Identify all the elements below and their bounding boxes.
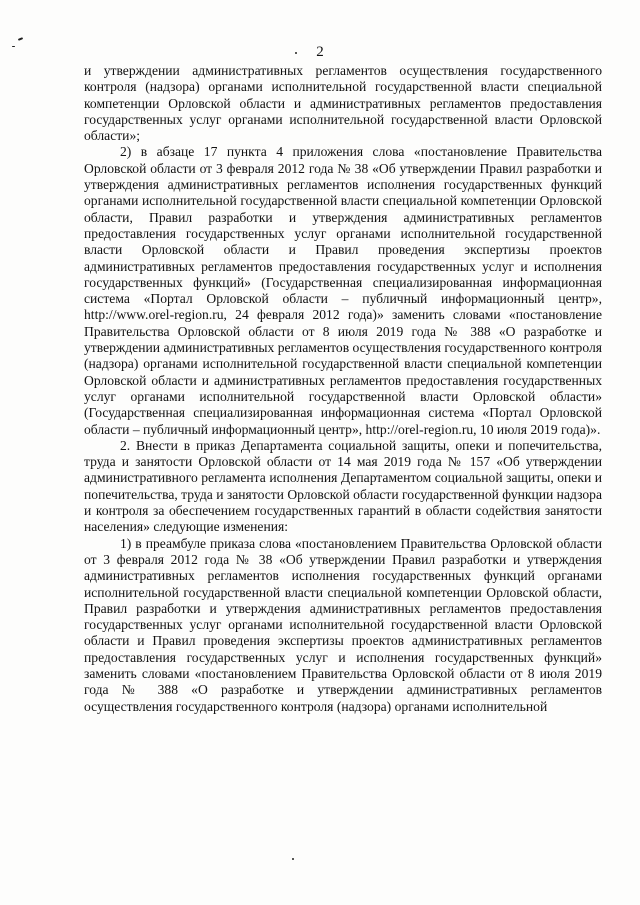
scan-speck — [18, 37, 23, 41]
paragraph-item-1: 1) в преамбуле приказа слова «постановлением Правительства Орловской области от 3 февраля 2012 года № 38 «Об утверждении Правил разработки и утверждения административных регламентов исполнения государственных функций органами исполнительной государственной власти специальной компетенции Орловской области, Правил разработки и утверждения административных регламентов предоставления государственных услуг органами исполнительной государственной власти Орловской области и Правил проведения экспертизы проектов административных регламентов предоставления государственных услуг и исполнения государственных функций» заменить словами «постановлением Правительства Орловской области от 8 июля 2019 года № 388 «О разработке и утверждении административных регламентов осуществления государственного контроля (надзора) органами исполнительной — [84, 535, 602, 714]
paragraph-item-2: 2) в абзаце 17 пункта 4 приложения слова «постановление Правительства Орловской области от 3 февраля 2012 года № 38 «Об утверждении Правил разработки и утверждения административных регламентов исполнения государственных функций органами исполнительной государственной власти специальной компетенции Орловской области, Правил разработки и утверждения административных регламентов предоставления государственных услуг органами исполнительной государственной власти Орловской области и Правил проведения экспертизы проектов административных регламентов предоставления государственных услуг и исполнения государственных функций» (Государственная специализированная информационная система «Портал Орловской области – публичный информационный центр», http://www.orel-region.ru, 24 февраля 2012 года)» заменить словами «постановление Правительства Орловской области от 8 июля 2019 года № 388 «О разработке и утверждении административных регламентов осуществления государственного контроля (надзора) органами исполнительной государственной власти специальной компетенции Орловской области и административных регламентов предоставления государственных услуг органами исполнительной государственной власти Орловской области» (Государственная специализированная информационная система «Портал Орловской области – публичный информационный центр», http://orel-region.ru, 10 июля 2019 года)». — [84, 144, 602, 437]
document-body — [84, 63, 602, 715]
paragraph-section-2: 2. Внести в приказ Департамента социальной защиты, опеки и попечительства, труда и занятости Орловской области от 14 мая 2019 года № 157 «Об утверждении административного регламента исполнения Департаментом социальной защиты, опеки и попечительства, труда и занятости Орловской области государственной функции надзора и контроля за обеспечением государственных гарантий в области содействия занятости населения» следующие изменения: — [84, 437, 602, 535]
scan-speck — [292, 858, 294, 860]
page-number: 2 — [316, 44, 324, 60]
paragraph-continuation: и утверждении административных регламентов осуществления государственного контроля (надзора) органами исполнительной государственной власти специальной компетенции Орловской области и административных регламентов предоставления государственных услуг органами исполнительной государственной власти Орловской области»; — [84, 63, 602, 144]
